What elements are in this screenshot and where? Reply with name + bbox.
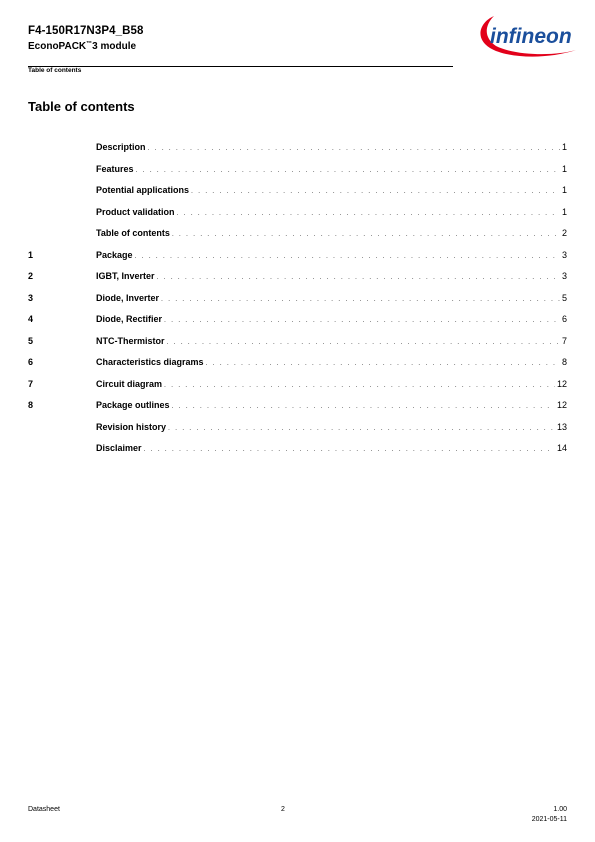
- toc-entry-link[interactable]: [96, 159, 567, 182]
- toc-entry-link[interactable]: [96, 180, 567, 203]
- toc-entry-number: 4: [28, 314, 34, 324]
- toc-dot-leader: [177, 203, 560, 225]
- subtitle-prefix: EconoPACK: [28, 41, 87, 52]
- toc-dot-leader: [157, 267, 560, 289]
- document-subtitle: [28, 41, 136, 52]
- toc-entry[interactable]: [28, 288, 567, 310]
- toc-entry-number: 5: [28, 335, 34, 346]
- toc-entry-label: Table of contents: [96, 228, 170, 238]
- toc-entry[interactable]: [28, 352, 567, 374]
- footer-version: 1.00: [553, 806, 567, 813]
- toc-entry-link[interactable]: [96, 202, 567, 225]
- toc-entry-label: Circuit diagram: [96, 378, 163, 389]
- toc-entry-link[interactable]: [96, 309, 567, 332]
- toc-entry-number: 6: [28, 357, 34, 367]
- toc-heading: Table of contents: [28, 99, 135, 114]
- toc-entry-label: Characteristics diagrams: [96, 357, 204, 367]
- toc-entry[interactable]: [28, 223, 567, 245]
- toc-entry-label: Features: [96, 163, 134, 174]
- toc-entry-link[interactable]: [96, 374, 567, 397]
- toc-entry-link[interactable]: [96, 395, 567, 418]
- toc-entry-label: Product validation: [96, 206, 175, 217]
- header-divider: [28, 66, 453, 67]
- toc-entry-link[interactable]: [96, 245, 567, 268]
- toc-entry-link[interactable]: [96, 288, 567, 311]
- toc-dot-leader: [148, 138, 560, 160]
- toc-entry-label: Revision history: [96, 421, 167, 432]
- toc-dot-leader: [161, 289, 560, 311]
- toc-entry-page: 12: [556, 378, 567, 389]
- toc-dot-leader: [167, 332, 560, 354]
- infineon-logo: [476, 10, 586, 62]
- trademark-symbol: ™: [86, 41, 93, 47]
- subtitle-suffix: 3 module: [92, 41, 137, 52]
- toc-dot-leader: [164, 310, 560, 332]
- toc-dot-leader: [206, 353, 560, 375]
- toc-entry[interactable]: [28, 331, 567, 353]
- toc-entry[interactable]: [28, 309, 567, 331]
- toc-dot-leader: [191, 181, 560, 203]
- toc-entry-page: 13: [556, 421, 567, 432]
- toc-entry-number: 3: [28, 292, 34, 303]
- toc-entry[interactable]: [28, 137, 567, 159]
- toc-entry-link[interactable]: [96, 137, 567, 160]
- toc-entry-link[interactable]: [96, 438, 567, 461]
- toc-entry[interactable]: [28, 180, 567, 202]
- toc-dot-leader: [164, 375, 555, 397]
- toc-entry-label: Disclaimer: [96, 443, 142, 453]
- toc-entry-page: 3: [561, 271, 567, 281]
- toc-entry[interactable]: [28, 417, 567, 439]
- toc-entry-link[interactable]: [96, 417, 567, 440]
- toc-entry-label: Package: [96, 249, 133, 260]
- toc-entry-page: 2: [561, 228, 567, 238]
- toc-entry[interactable]: [28, 159, 567, 181]
- toc-entry-label: Diode, Inverter: [96, 292, 160, 303]
- toc-dot-leader: [144, 439, 555, 461]
- toc-entry-label: Diode, Rectifier: [96, 314, 163, 324]
- toc-entry-number: 7: [28, 378, 34, 389]
- toc-entry-link[interactable]: [96, 223, 567, 246]
- toc-entry-page: 8: [561, 357, 567, 367]
- toc-entry-page: 3: [561, 249, 567, 260]
- document-title: F4-150R17N3P4_B58: [28, 25, 144, 37]
- toc-entry-number: 8: [28, 400, 34, 410]
- toc-entry-page: 1: [561, 185, 567, 195]
- running-section-title: Table of contents: [28, 67, 82, 74]
- footer-doc-type: Datasheet: [28, 806, 60, 813]
- toc-entry[interactable]: [28, 438, 567, 460]
- toc-entry-label: IGBT, Inverter: [96, 271, 155, 281]
- toc-dot-leader: [172, 396, 555, 418]
- toc-dot-leader: [136, 160, 560, 182]
- toc-dot-leader: [135, 246, 560, 268]
- toc-entry-number: 2: [28, 271, 34, 281]
- toc-list: [28, 137, 567, 460]
- toc-entry-page: 1: [561, 163, 567, 174]
- toc-entry-page: 6: [561, 314, 567, 324]
- toc-entry[interactable]: [28, 202, 567, 224]
- toc-entry-number: 1: [28, 249, 34, 260]
- toc-dot-leader: [172, 224, 560, 246]
- toc-entry-label: Package outlines: [96, 400, 170, 410]
- toc-entry-label: Potential applications: [96, 185, 190, 195]
- toc-entry-page: 14: [556, 443, 567, 453]
- toc-entry-page: 12: [556, 400, 567, 410]
- footer-page-number: 2: [281, 806, 285, 813]
- toc-entry-label: Description: [96, 142, 146, 152]
- toc-entry[interactable]: [28, 266, 567, 288]
- toc-entry-link[interactable]: [96, 331, 567, 354]
- toc-entry-link[interactable]: [96, 266, 567, 289]
- toc-entry-page: 1: [561, 142, 567, 152]
- toc-entry-label: NTC-Thermistor: [96, 335, 165, 346]
- toc-entry[interactable]: [28, 395, 567, 417]
- toc-dot-leader: [168, 418, 555, 440]
- toc-entry[interactable]: [28, 374, 567, 396]
- toc-entry-link[interactable]: [96, 352, 567, 375]
- footer-date: 2021-05-11: [531, 816, 567, 823]
- toc-entry-page: 1: [561, 206, 567, 217]
- toc-entry-page: 7: [561, 335, 567, 346]
- toc-entry[interactable]: [28, 245, 567, 267]
- toc-entry-page: 5: [561, 292, 567, 303]
- logo-wordmark: infineon: [490, 25, 572, 48]
